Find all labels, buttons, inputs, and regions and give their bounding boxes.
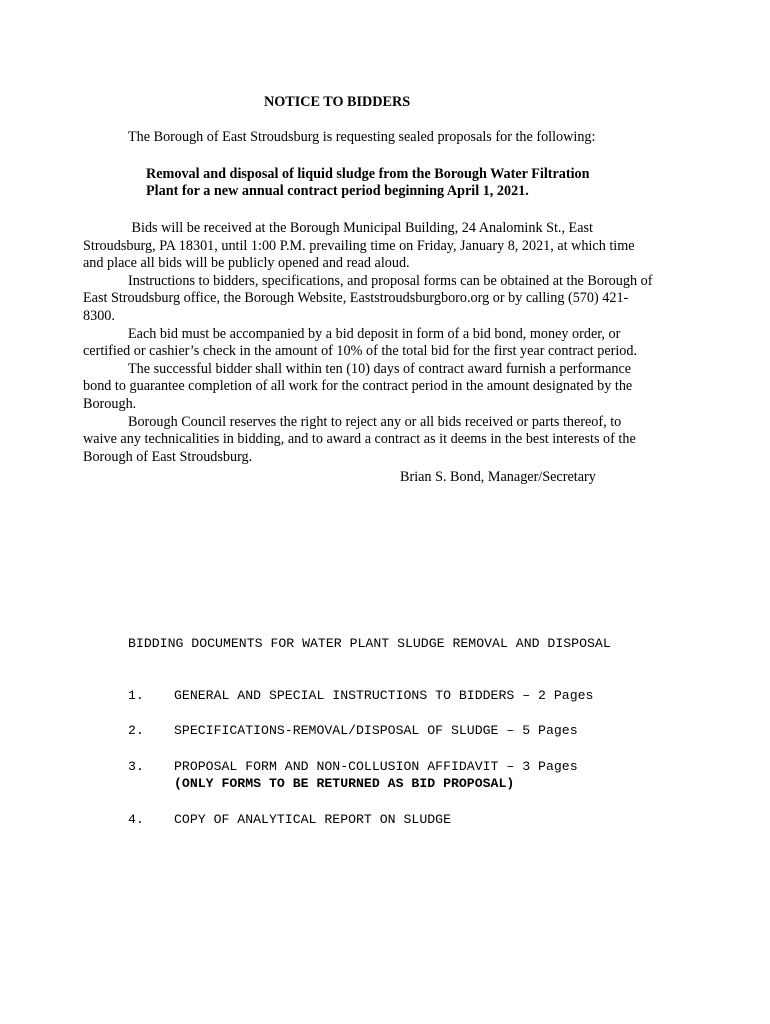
document-item-number: 3. bbox=[128, 759, 144, 774]
document-item-number: 1. bbox=[128, 688, 144, 703]
body-line: Borough. bbox=[83, 395, 137, 412]
body-line: and place all bids will be publicly opened and read aloud. bbox=[83, 255, 410, 272]
body-line: Bids will be received at the Borough Municipal Building, 24 Analomink St., East bbox=[128, 220, 593, 236]
body-line: Borough Council reserves the right to reject any or all bids received or parts thereof, to bbox=[128, 413, 622, 430]
notice-body bbox=[83, 220, 652, 466]
notice-intro: The Borough of East Stroudsburg is requesting sealed proposals for the following: bbox=[128, 129, 596, 145]
body-line: certified or cashier’s check in the amount of 10% of the total bid for the first year contract period. bbox=[83, 343, 638, 360]
notice-subject-line-1: Removal and disposal of liquid sludge from the Borough Water Filtration bbox=[146, 166, 590, 182]
body-line: Stroudsburg, PA 18301, until 1:00 P.M. prevailing time on Friday, January 8, 2021, at which time bbox=[83, 237, 635, 254]
body-line: waive any technicalities in bidding, and to award a contract as it deems in the best interests of the bbox=[83, 431, 636, 448]
body-line: Instructions to bidders, specifications, and proposal forms can be obtained at the Borough of bbox=[128, 272, 653, 289]
notice-subject-line-2: Plant for a new annual contract period beginning April 1, 2021. bbox=[146, 183, 529, 199]
body-line: bond to guarantee completion of all work for the contract period in the amount designated by the bbox=[83, 378, 633, 395]
document-item-note: (ONLY FORMS TO BE RETURNED AS BID PROPOSAL) bbox=[174, 776, 515, 791]
document-item-text: PROPOSAL FORM AND NON-COLLUSION AFFIDAVIT – 3 Pages bbox=[174, 759, 578, 774]
body-line: East Stroudsburg office, the Borough Website, Eaststroudsburgboro.org or by calling (570) 421- bbox=[83, 290, 629, 307]
document-item-number: 4. bbox=[128, 812, 144, 827]
document-item-text: GENERAL AND SPECIAL INSTRUCTIONS TO BIDDERS – 2 Pages bbox=[174, 688, 594, 703]
body-line: Each bid must be accompanied by a bid deposit in form of a bid bond, money order, or bbox=[128, 325, 621, 342]
document-item-text: COPY OF ANALYTICAL REPORT ON SLUDGE bbox=[174, 812, 451, 827]
signature: Brian S. Bond, Manager/Secretary bbox=[400, 469, 596, 485]
documents-heading: BIDDING DOCUMENTS FOR WATER PLANT SLUDGE REMOVAL AND DISPOSAL bbox=[128, 636, 611, 651]
document-item-text: SPECIFICATIONS-REMOVAL/DISPOSAL OF SLUDGE – 5 Pages bbox=[174, 723, 578, 738]
body-line: The successful bidder shall within ten (10) days of contract award furnish a performance bbox=[128, 360, 632, 377]
body-line: Borough of East Stroudsburg. bbox=[83, 448, 253, 465]
notice-title: NOTICE TO BIDDERS bbox=[264, 94, 411, 110]
document-item-number: 2. bbox=[128, 723, 144, 738]
body-line: 8300. bbox=[83, 307, 115, 324]
